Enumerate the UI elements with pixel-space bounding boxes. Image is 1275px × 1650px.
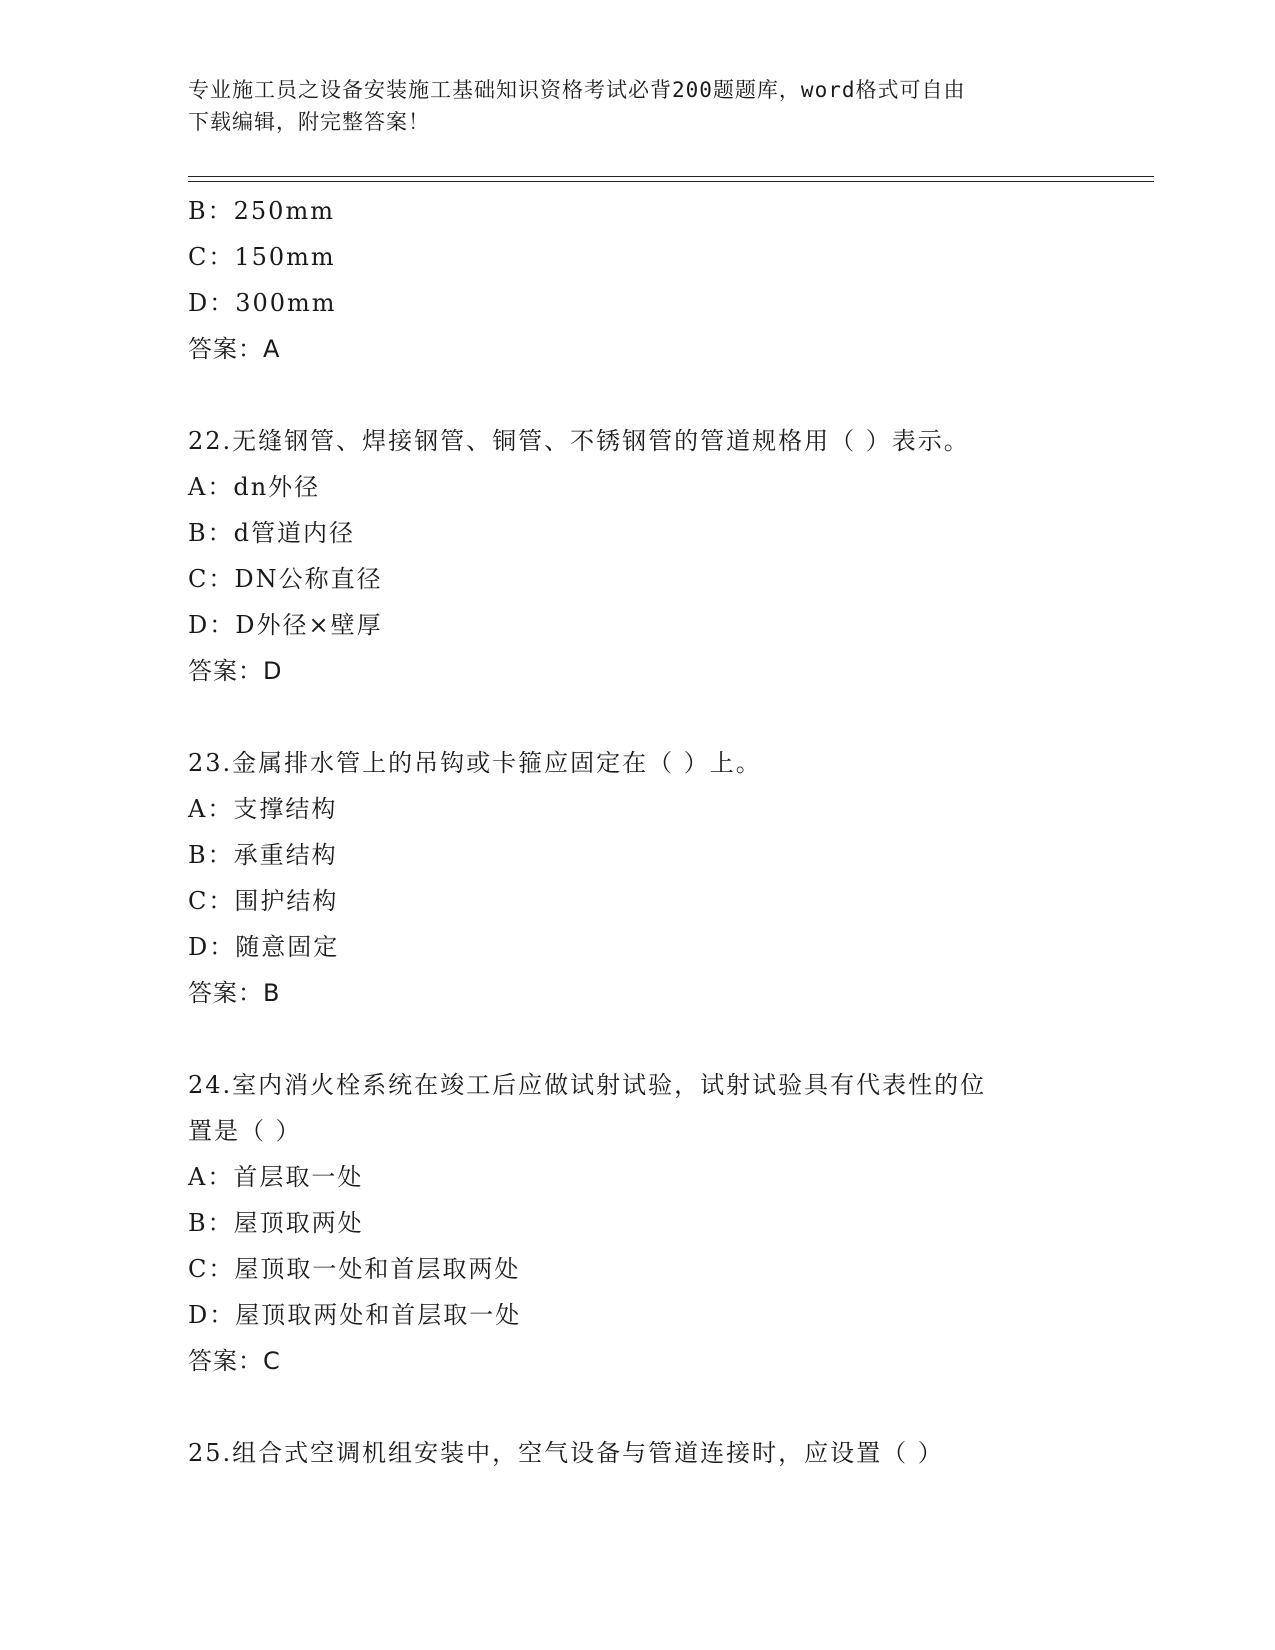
header-line-2: 下载编辑，附完整答案！ xyxy=(188,110,430,134)
option-b: B：250mm xyxy=(188,197,335,225)
option-d: D：D外径×壁厚 xyxy=(188,611,383,639)
option-d: D：屋顶取两处和首层取一处 xyxy=(188,1301,522,1329)
option-d: D：随意固定 xyxy=(188,933,340,961)
option-c: C：围护结构 xyxy=(188,887,339,915)
question-stem-line-1: 24.室内消火栓系统在竣工后应做试射试验，试射试验具有代表性的位 xyxy=(188,1071,987,1099)
answer-line: 答案：D xyxy=(188,657,283,685)
header-divider-top xyxy=(188,176,1154,177)
header-line-1: 专业施工员之设备安装施工基础知识资格考试必背200题题库，word格式可自由 xyxy=(188,78,966,102)
answer-line: 答案：A xyxy=(188,335,281,363)
answer-line: 答案：C xyxy=(188,1347,281,1375)
header-divider-bottom xyxy=(188,181,1154,182)
question-23 xyxy=(188,740,1088,1016)
answer-line: 答案：B xyxy=(188,979,281,1007)
option-a: A：dn外径 xyxy=(188,473,321,501)
question-24 xyxy=(188,1062,1088,1384)
option-b: B：承重结构 xyxy=(188,841,338,869)
option-a: A：支撑结构 xyxy=(188,795,338,823)
question-stem: 23.金属排水管上的吊钩或卡箍应固定在（ ）上。 xyxy=(188,749,762,777)
question-25 xyxy=(188,1430,1088,1476)
question-21-continuation xyxy=(188,188,1088,372)
document-header xyxy=(188,74,1068,138)
option-b: B：d管道内径 xyxy=(188,519,355,547)
option-a: A：首层取一处 xyxy=(188,1163,364,1191)
question-list xyxy=(188,188,1088,1476)
option-c: C：屋顶取一处和首层取两处 xyxy=(188,1255,521,1283)
question-22 xyxy=(188,418,1088,694)
question-stem: 22.无缝钢管、焊接钢管、铜管、不锈钢管的管道规格用（ ）表示。 xyxy=(188,427,970,455)
option-d: D：300mm xyxy=(188,289,337,317)
option-c: C：150mm xyxy=(188,243,336,271)
question-stem: 25.组合式空调机组安装中，空气设备与管道连接时，应设置（ ） xyxy=(188,1439,944,1467)
option-b: B：屋顶取两处 xyxy=(188,1209,364,1237)
option-c: C：DN公称直径 xyxy=(188,565,383,593)
question-stem-line-2: 置是（ ） xyxy=(188,1117,302,1145)
